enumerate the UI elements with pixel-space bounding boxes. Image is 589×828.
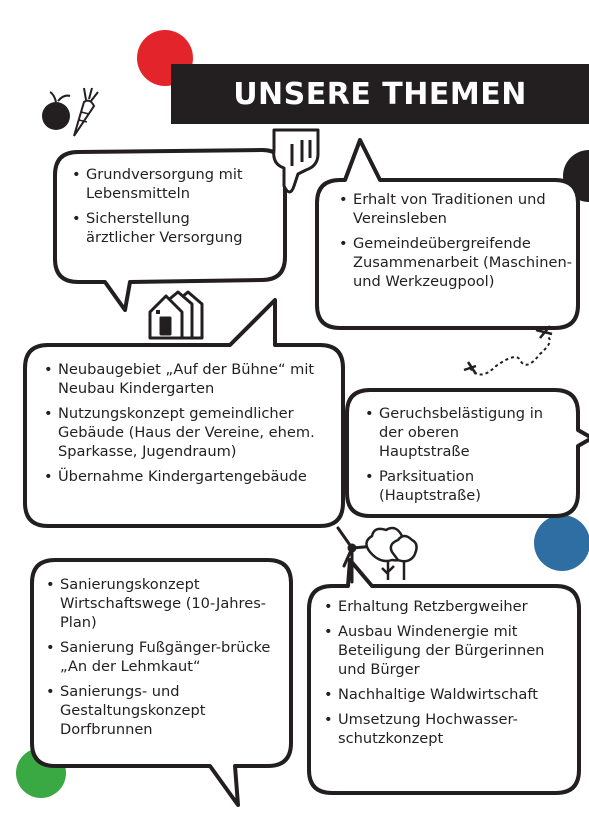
list-item: • Erhalt von Traditionen und Vereinsleben — [337, 190, 573, 228]
list-item: • Grundversorgung mit Lebensmitteln — [70, 165, 255, 203]
bubble-2-text — [337, 190, 573, 297]
list-item: • Nutzungskonzept gemeindlicher Gebäude (Haus der Vereine, ehem. Sparkasse, Jugendraum) — [42, 404, 332, 461]
list-item: • Umsetzung Hochwasser-schutzkonzept — [322, 710, 567, 748]
bubble-1-text — [70, 165, 255, 253]
list-item: • Ausbau Windenergie mit Beteiligung der Bürgerinnen und Bürger — [322, 622, 567, 679]
bubble-5-text — [44, 575, 284, 745]
list-item: • Gemeindeübergreifende Zusammenarbeit (Maschinen- und Werkzeugpool) — [337, 234, 573, 291]
list-item: • Neubaugebiet „Auf der Bühne“ mit Neubau Kindergarten — [42, 360, 332, 398]
page-title: UNSERE THEMEN — [171, 64, 589, 124]
list-item: • Nachhaltige Waldwirtschaft — [322, 685, 567, 704]
house-icon — [150, 292, 202, 338]
bubble-6-text — [322, 597, 567, 754]
bubble-4-text — [363, 404, 553, 511]
bubble-3-text — [42, 360, 332, 492]
list-item: • Sanierungs- und Gestaltungskonzept Dorfbrunnen — [44, 682, 284, 739]
list-item: • Sicherstellung ärztlicher Versorgung — [70, 209, 255, 247]
fruit-vegetables-icon — [42, 88, 98, 136]
list-item: • Parksituation (Hauptstraße) — [363, 467, 553, 505]
list-item: • Geruchsbelästigung in der oberen Hauptstraße — [363, 404, 553, 461]
list-item: • Sanierungskonzept Wirtschaftswege (10-Jahres-Plan) — [44, 575, 284, 632]
trees-icon — [366, 528, 416, 580]
list-item: • Erhaltung Retzbergweiher — [322, 597, 567, 616]
list-item: • Sanierung Fußgänger-brücke „An der Lehmkaut“ — [44, 638, 284, 676]
list-item: • Übernahme Kindergartengebäude — [42, 467, 332, 486]
dragonfly-icon — [464, 326, 552, 375]
